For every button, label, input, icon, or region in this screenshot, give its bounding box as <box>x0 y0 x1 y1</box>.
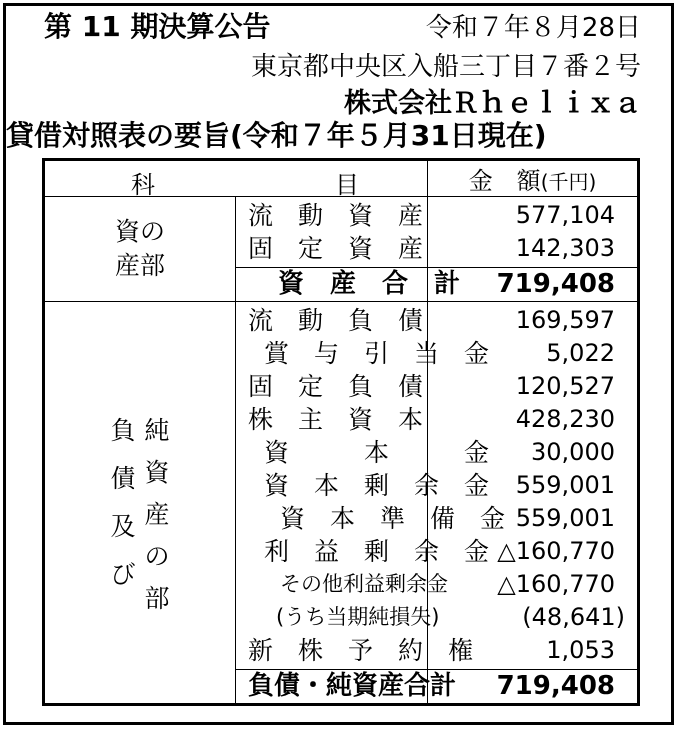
liabilities-section-label <box>44 302 236 705</box>
balance-sheet-table <box>42 158 640 706</box>
liab-item-label: 資 本 金 <box>264 438 490 467</box>
liabilities-items-cell <box>236 302 506 670</box>
asset-item-label: 流 動 資 産 <box>248 201 424 230</box>
assets-values-cell <box>428 197 639 268</box>
assets-label-line-1: 資の <box>114 217 165 246</box>
asset-item-label: 固 定 資 産 <box>248 234 424 263</box>
liab-total-label-cell <box>236 670 457 705</box>
liab-item-label: 固 定 負 債 <box>248 372 424 401</box>
liab-item-label: 資 本 剰 余 金 <box>264 471 490 500</box>
assets-total-value: 719,408 <box>496 269 615 299</box>
asset-item-value: 577,104 <box>515 201 615 229</box>
assets-section-label <box>44 197 236 302</box>
company-name: 株式会社Ｒｈｅｌｉｘａ <box>344 88 641 119</box>
table-header-row <box>44 160 639 197</box>
liab-label-col-1: 負 債 及 び <box>110 415 136 589</box>
subject-header-2: 目 <box>335 171 359 199</box>
liab-item-value: △160,770 <box>497 537 615 565</box>
asset-item-value: 142,303 <box>515 234 615 262</box>
liabilities-section <box>44 302 639 670</box>
liab-item-label: 利 益 剰 余 金 <box>264 537 490 566</box>
company-address: 東京都中央区入船三丁目７番２号 <box>250 52 641 82</box>
liab-total-value: 719,408 <box>496 671 615 701</box>
liab-item-label: 賞 与 引 当 金 <box>264 339 490 368</box>
amount-unit: (千円) <box>540 170 597 194</box>
assets-section <box>44 197 639 268</box>
notice-title: 第 11 期決算公告 <box>44 10 271 43</box>
liab-item-label: 新 株 予 約 権 <box>248 636 474 665</box>
assets-items-cell <box>236 197 428 268</box>
assets-total-label-cell <box>236 268 461 302</box>
liab-item-value: 559,001 <box>515 471 615 499</box>
assets-total-label: 資 産 合 計 <box>278 269 461 299</box>
liab-item-value: 5,022 <box>546 339 615 367</box>
liab-item-value: (48,641) <box>522 603 625 631</box>
liab-item-value: 120,527 <box>515 372 615 400</box>
amount-header <box>428 160 639 197</box>
liab-item-value: 428,230 <box>515 405 615 433</box>
notice-date: 令和７年８月28日 <box>425 13 641 43</box>
liab-item-value: 559,001 <box>515 504 615 532</box>
liab-item-label: 流 動 負 債 <box>248 306 424 335</box>
liab-item-value: 1,053 <box>546 636 615 664</box>
subject-header-1: 科 <box>131 171 155 199</box>
statement-title: 貸借対照表の要旨(令和７年５月31日現在) <box>6 119 547 152</box>
liab-item-label: その他利益剰余金 <box>280 572 448 596</box>
liab-item-label: 株 主 資 本 <box>248 405 424 434</box>
liab-total-label: 負債・純資産合計 <box>248 671 457 701</box>
liab-total-value-cell <box>428 670 639 705</box>
amount-header-label: 金 額 <box>468 167 541 195</box>
liab-item-value: 30,000 <box>531 438 615 466</box>
liab-item-label: (うち当期純損失) <box>276 605 440 629</box>
liab-item-value: △160,770 <box>497 570 615 598</box>
liab-label-col-2: 純 資 産 の 部 <box>144 415 170 613</box>
liab-item-label: 資 本 準 備 金 <box>280 504 506 533</box>
liab-item-value: 169,597 <box>515 306 615 334</box>
assets-label-line-2: 産部 <box>114 251 165 280</box>
subject-header <box>44 160 428 197</box>
